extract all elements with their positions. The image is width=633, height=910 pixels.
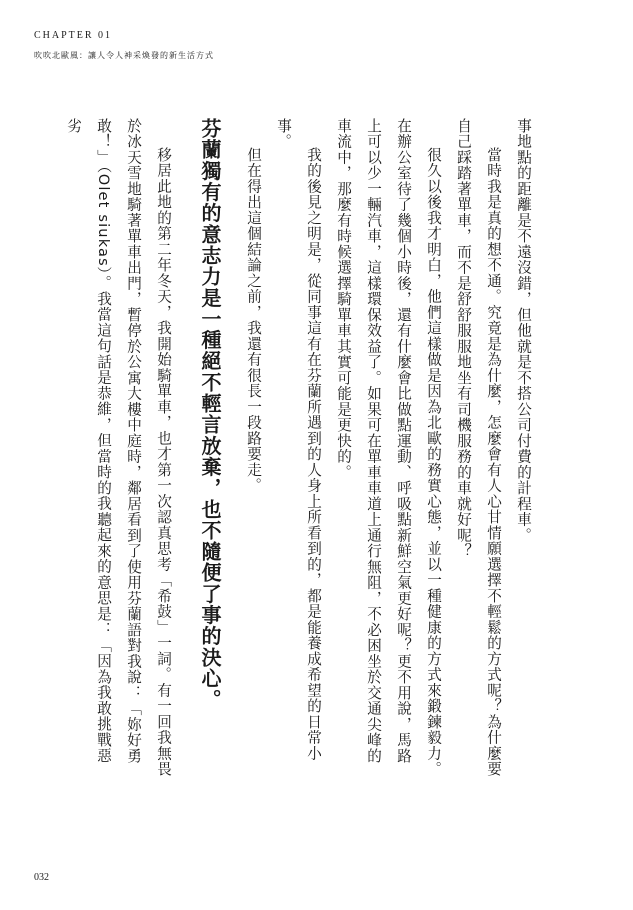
paragraph: 當時我是真的想不通。究竟是為什麼，怎麼會有人心甘情願選擇不輕鬆的方式呢？為什麼要自己踩踏著單車，而不是舒舒服服地坐有司機服務的車就好呢？ xyxy=(455,118,502,778)
chapter-label: CHAPTER 01 xyxy=(34,30,113,41)
vertical-body-text xyxy=(60,118,538,778)
paragraph-continuation: 事地點的距離是不遠沒錯，但他就是不搭公司付費的計程車。 xyxy=(515,118,532,544)
paragraph: 但在得出這個結論之前，我還有很長一段路要走。 xyxy=(245,147,262,494)
paragraph: 很久以後我才明白，他們這樣做是因為北歐的務實心態，並以一種健康的方式來鍛鍊毅力。在辦公室待了幾個小時後，還有什麼會比做點運動、呼吸點新鮮空氣更好呢？更不用說，馬路上可以少一輛汽車，這樣環保效益了。如果可在單車車道上通行無阻，不必困坐於交通尖峰的車流中，那麼有時候選擇騎單車其實可能是更快的。 xyxy=(335,118,442,778)
page-number: 032 xyxy=(34,872,49,883)
section-heading: 芬蘭獨有的意志力是一種絕不輕言放棄，也不隨便了事的決心。 xyxy=(198,118,222,711)
paragraph: 移居此地的第二年冬天，我開始騎單車，也才第一次認真思考「希鼓」一詞。有一回我無畏於冰天雪地騎著單車出門，暫停於公寓大樓中庭時，鄰居看到了使用芬蘭語對我說：「妳好勇敢！」（Olet siukas）。我當這句話是恭維，但當時的我聽起來的意思是：「因為我敢挑戰惡劣 xyxy=(65,118,172,778)
paragraph: 我的後見之明是，從同事這有在芬蘭所遇到的人身上所看到的，都是能養成希望的日常小事。 xyxy=(275,118,322,762)
chapter-subtitle: 吹吹北歐風：讓人令人神采煥發的新生活方式 xyxy=(34,51,214,60)
